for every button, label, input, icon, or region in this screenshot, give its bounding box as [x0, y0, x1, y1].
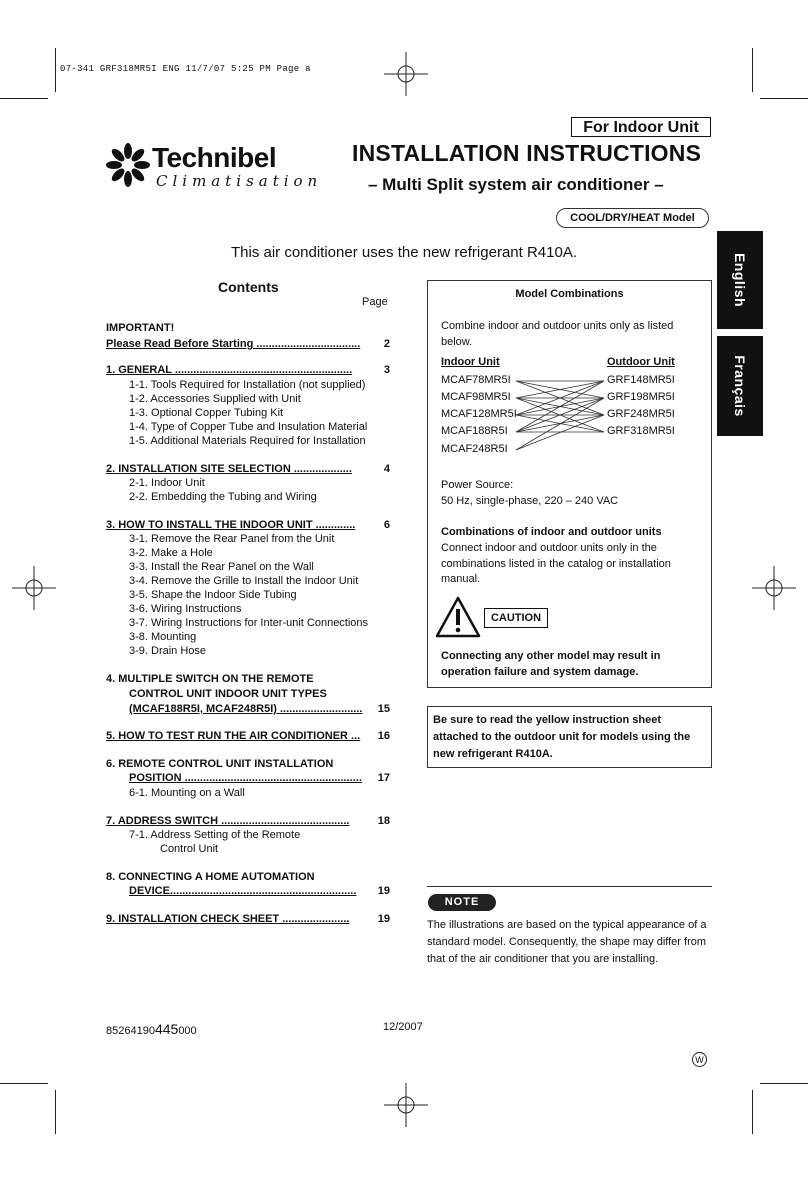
toc-text: 1-4. Type of Copper Tube and Insulation Material	[129, 421, 368, 433]
note-badge: NOTE	[428, 894, 496, 911]
power-source-value: 50 Hz, single-phase, 220 – 240 VAC	[441, 495, 619, 507]
toc-line	[106, 730, 390, 742]
toc-line	[129, 435, 390, 447]
toc-text: 3-9. Drain Hose	[129, 645, 207, 657]
model-box-title: Model Combinations	[515, 288, 624, 300]
toc-text: 3-4. Remove the Grille to Install the Indoor Unit	[129, 575, 359, 587]
toc-text: Please Read Before Starting ..................................	[106, 338, 361, 350]
toc-text: 3-6. Wiring Instructions	[129, 603, 242, 615]
crop-mark	[55, 1090, 56, 1134]
toc-text: 2-2. Embedding the Tubing and Wiring	[129, 491, 317, 503]
toc-page-number: 19	[377, 913, 390, 925]
for-indoor-unit-tag: For Indoor Unit	[571, 117, 711, 137]
combination-lines	[514, 374, 606, 454]
note-text: The illustrations are based on the typical appearance of a standard model. Consequently, the shape may differ from that of the air conditioner that you are installing.	[427, 919, 707, 965]
document-code	[106, 1021, 197, 1037]
model-badge: COOL/DRY/HEAT Model	[556, 208, 709, 228]
toc-text: 7-1. Address Setting of the Remote	[129, 829, 301, 841]
brand-name: Technibel	[152, 142, 277, 173]
toc-text: 1-5. Additional Materials Required for Installation	[129, 435, 366, 447]
toc-text: IMPORTANT!	[106, 322, 175, 334]
toc-line	[129, 491, 390, 503]
indoor-unit-item: MCAF78MR5I	[441, 374, 511, 386]
toc-text: 1. GENERAL ..........................................................	[106, 364, 353, 376]
power-source-label: Power Source:	[441, 479, 514, 491]
brand-tagline: Climatisation	[156, 172, 323, 190]
toc-line	[106, 871, 390, 883]
toc-text: 4. MULTIPLE SWITCH ON THE REMOTE	[106, 673, 314, 685]
doc-code-prefix: 85264190	[106, 1025, 155, 1037]
tab-francais[interactable]	[717, 336, 763, 436]
caution-label: CAUTION	[484, 608, 548, 628]
registration-mark-icon	[752, 566, 796, 610]
toc-page-number: 18	[377, 815, 390, 827]
toc-line	[129, 393, 390, 405]
toc-text: 6-1. Mounting on a Wall	[129, 787, 245, 799]
toc-text: 3. HOW TO INSTALL THE INDOOR UNIT .............	[106, 519, 356, 531]
toc-line	[129, 772, 390, 784]
note-divider	[427, 886, 712, 887]
indoor-unit-item: MCAF188R5I	[441, 425, 508, 437]
toc-text: 5. HOW TO TEST RUN THE AIR CONDITIONER ...	[106, 730, 361, 742]
tab-francais-label: Français	[732, 355, 748, 417]
combinations-title: Combinations of indoor and outdoor units	[441, 526, 662, 538]
outdoor-unit-item: GRF198MR5I	[607, 391, 675, 403]
technibel-logo-icon	[104, 141, 152, 189]
toc-text: 3-3. Install the Rear Panel on the Wall	[129, 561, 314, 573]
toc-line	[106, 913, 390, 925]
contents-title: Contents	[218, 279, 279, 295]
toc-line	[129, 547, 390, 559]
toc-text: 8. CONNECTING A HOME AUTOMATION	[106, 871, 315, 883]
toc-line	[129, 477, 390, 489]
toc-line	[106, 463, 390, 475]
toc-text: 3-7. Wiring Instructions for Inter-unit Connections	[129, 617, 369, 629]
toc-line	[129, 885, 390, 897]
toc-text: 3-8. Mounting	[129, 631, 197, 643]
model-box-intro: Combine indoor and outdoor units only as listed below.	[441, 320, 674, 348]
toc-text: 3-5. Shape the Indoor Side Tubing	[129, 589, 297, 601]
toc-page-number: 6	[383, 519, 390, 531]
crop-mark	[760, 1083, 808, 1084]
toc-text: DEVICE.............................................................	[129, 885, 357, 897]
registration-mark-icon	[384, 52, 428, 96]
toc-line	[106, 519, 390, 531]
toc-text: CONTROL UNIT INDOOR UNIT TYPES	[129, 688, 327, 700]
tab-english[interactable]	[717, 231, 763, 329]
toc-line	[106, 322, 390, 334]
yellow-sheet-note: Be sure to read the yellow instruction sheet attached to the outdoor unit for models using the new refrigerant R410A.	[433, 714, 691, 760]
toc-line	[129, 379, 390, 391]
toc-line	[129, 533, 390, 545]
toc-line	[106, 364, 390, 376]
toc-text: 1-2. Accessories Supplied with Unit	[129, 393, 301, 405]
toc-text: 6. REMOTE CONTROL UNIT INSTALLATION	[106, 758, 334, 770]
toc-text: 2. INSTALLATION SITE SELECTION ...................	[106, 463, 352, 475]
toc-text: 9. INSTALLATION CHECK SHEET ......................	[106, 913, 350, 925]
toc-text: 3-2. Make a Hole	[129, 547, 213, 559]
crop-mark	[0, 98, 48, 99]
toc-line	[129, 575, 390, 587]
toc-line	[129, 645, 390, 657]
print-mark: 07-341 GRF318MR5I ENG 11/7/07 5:25 PM Page a	[60, 64, 311, 74]
outdoor-unit-item: GRF148MR5I	[607, 374, 675, 386]
combinations-text: Connect indoor and outdoor units only in the combinations listed in the catalog or installation manual.	[441, 542, 671, 585]
outdoor-unit-item: GRF318MR5I	[607, 425, 675, 437]
crop-mark	[760, 98, 808, 99]
indoor-unit-item: MCAF248R5I	[441, 443, 508, 455]
toc-text: Control Unit	[160, 843, 219, 855]
registration-mark-icon	[12, 566, 56, 610]
document-date: 12/2007	[383, 1021, 423, 1033]
crop-mark	[55, 48, 56, 92]
toc-line	[129, 561, 390, 573]
toc-line	[129, 617, 390, 629]
registration-mark-icon	[384, 1083, 428, 1127]
toc-line	[106, 673, 390, 685]
page-column-label: Page	[362, 296, 388, 308]
refrigerant-note: This air conditioner uses the new refrigerant R410A.	[230, 244, 577, 261]
toc-page-number: 19	[377, 885, 390, 897]
indoor-unit-item: MCAF98MR5I	[441, 391, 511, 403]
page-subtitle: – Multi Split system air conditioner –	[368, 175, 664, 194]
w-mark-icon: W	[692, 1052, 707, 1067]
indoor-unit-header: Indoor Unit	[441, 356, 500, 368]
doc-code-mid: 445	[154, 1021, 179, 1037]
outdoor-unit-item: GRF248MR5I	[607, 408, 675, 420]
toc-line	[129, 631, 390, 643]
indoor-unit-item: MCAF128MR5I	[441, 408, 517, 420]
toc-text: 1-1. Tools Required for Installation (not supplied)	[129, 379, 366, 391]
toc-line	[129, 603, 390, 615]
toc-text: 3-1. Remove the Rear Panel from the Unit	[129, 533, 335, 545]
toc-text: 1-3. Optional Copper Tubing Kit	[129, 407, 284, 419]
toc-line	[129, 421, 390, 433]
tab-english-label: English	[732, 252, 748, 308]
toc-line	[106, 338, 390, 350]
toc-page-number: 17	[377, 772, 390, 784]
crop-mark	[752, 1090, 753, 1134]
toc-text: POSITION ..........................................................	[129, 772, 362, 784]
page-title: INSTALLATION INSTRUCTIONS	[352, 140, 702, 166]
toc-page-number: 15	[377, 703, 390, 715]
crop-mark	[752, 48, 753, 92]
toc-line	[160, 843, 390, 855]
toc-line	[129, 589, 390, 601]
doc-code-suffix: 000	[178, 1025, 197, 1037]
toc-page-number: 16	[377, 730, 390, 742]
toc-text: 7. ADDRESS SWITCH ..........................................	[106, 815, 350, 827]
toc-line	[129, 407, 390, 419]
caution-text: Connecting any other model may result in operation failure and system damage.	[441, 650, 661, 678]
crop-mark	[0, 1083, 48, 1084]
toc-text: 2-1. Indoor Unit	[129, 477, 205, 489]
toc-page-number: 4	[383, 463, 390, 475]
toc-line	[129, 703, 390, 715]
toc-line	[129, 688, 390, 700]
toc-line	[129, 829, 390, 841]
toc-page-number: 2	[383, 338, 390, 350]
toc-page-number: 3	[383, 364, 390, 376]
toc-text: (MCAF188R5I, MCAF248R5I) ...........................	[129, 703, 363, 715]
toc-line	[106, 815, 390, 827]
toc-line	[106, 758, 390, 770]
toc-line	[129, 787, 390, 799]
outdoor-unit-header: Outdoor Unit	[607, 356, 675, 368]
warning-triangle-icon	[435, 595, 481, 639]
